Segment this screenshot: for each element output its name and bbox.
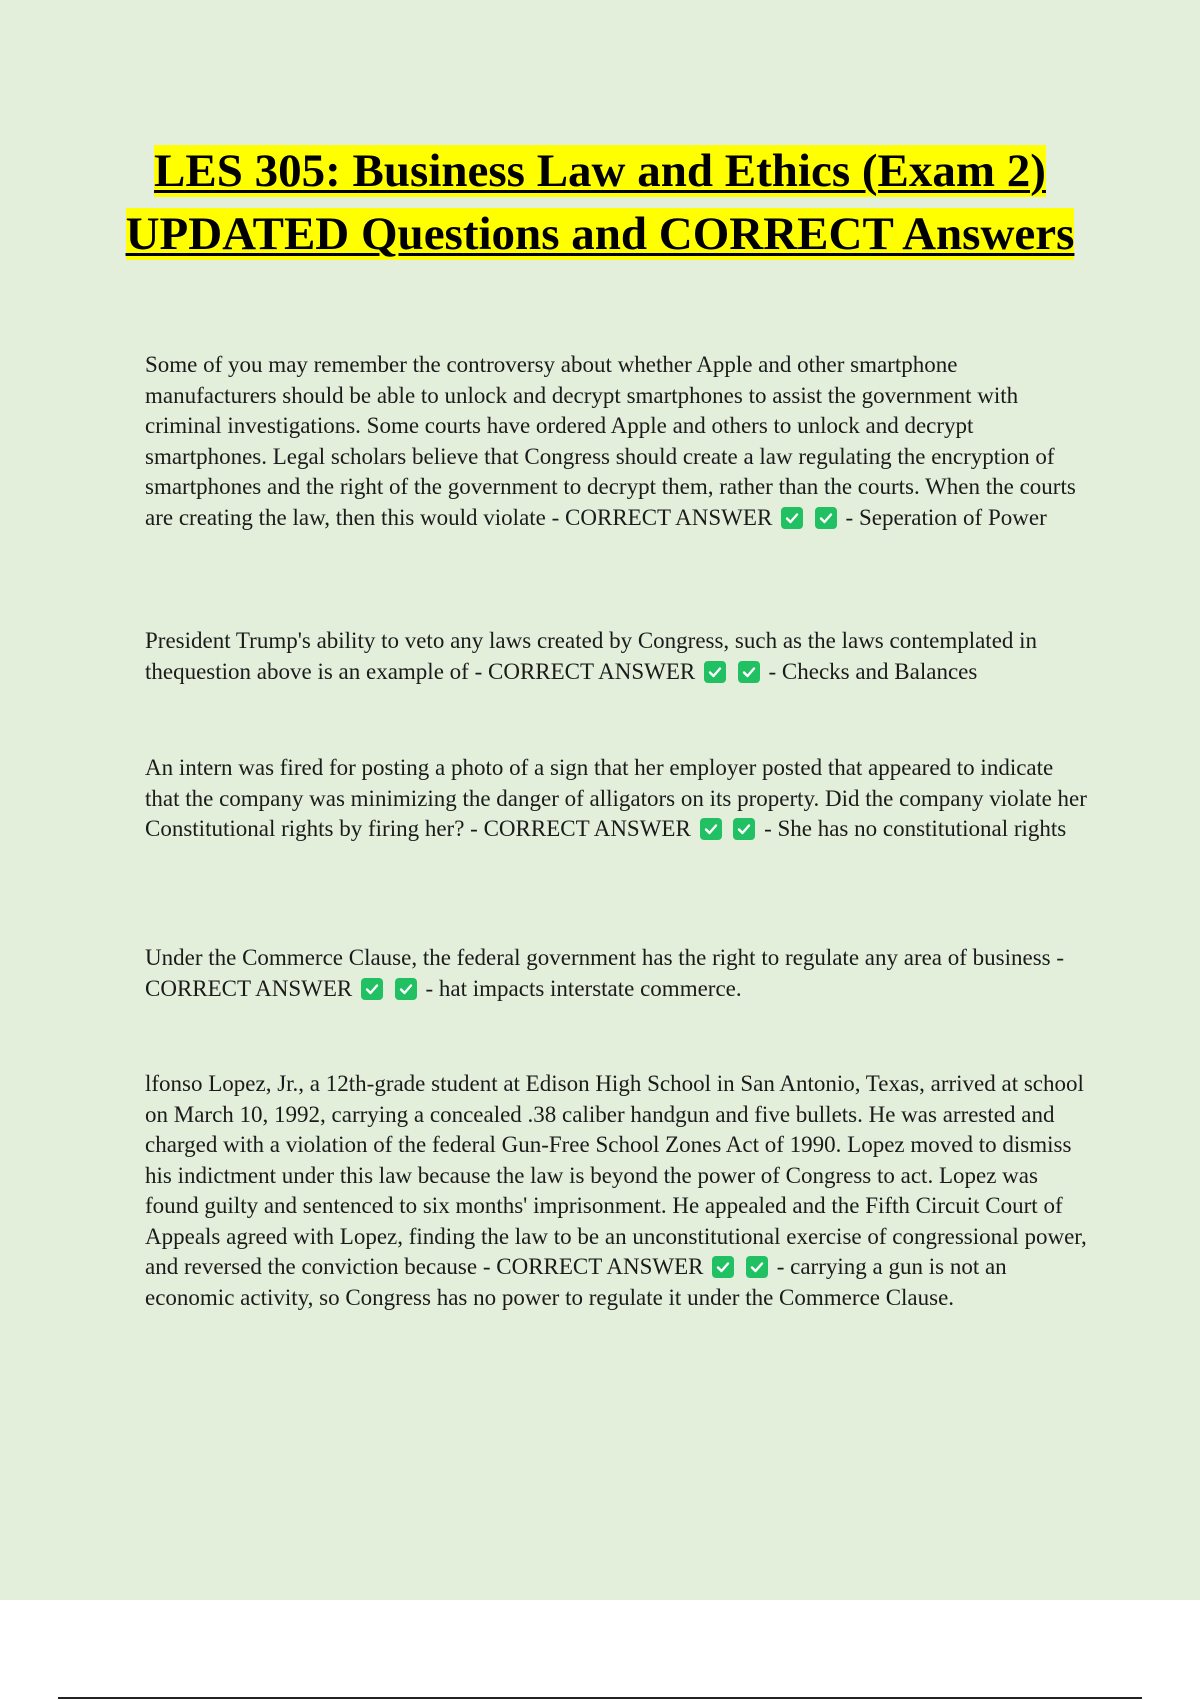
document-title	[100, 140, 1100, 266]
check-icon	[704, 661, 726, 683]
footer-rule	[58, 1697, 1142, 1699]
qa-item-4	[145, 943, 1090, 1004]
answer-text: - hat impacts interstate commerce.	[425, 975, 742, 1001]
answer-marker: - CORRECT ANSWER	[145, 945, 1065, 1001]
check-icon	[733, 818, 755, 840]
check-icon	[700, 818, 722, 840]
question-text: An intern was fired for posting a photo of a sign that her employer posted that appeared to indicate that the company was minimizing the danger of alligators on its property. Did the company violate her Constitutional rights by firing her?	[145, 755, 1087, 841]
qa-item-3	[145, 753, 1090, 845]
check-icon	[815, 507, 837, 529]
check-icon	[781, 507, 803, 529]
answer-marker: - CORRECT ANSWER	[470, 816, 691, 841]
title-text: LES 305: Business Law and Ethics (Exam 2) UPDATED Questions and CORRECT Answers	[125, 145, 1075, 260]
answer-text: - Seperation of Power	[845, 504, 1047, 530]
question-text: lfonso Lopez, Jr., a 12th-grade student at Edison High School in San Antonio, Texas, arrived at school on March 10, 1992, carrying a concealed .38 caliber handgun and five bullets. He was arrested and charged with a violation of the federal Gun-Free School Zones Act of 1990. Lopez moved to dismiss his indictment under this law because the law is beyond the power of Congress to act. Lopez was found guilty and sentenced to six months' imprisonment. He appealed and the Fifth Circuit Court of Appeals agreed with Lopez, finding the law to be an unconstitutional exercise of congressional power, and reversed the conviction because	[145, 1071, 1087, 1279]
question-text: President Trump's ability to veto any laws created by Congress, such as the laws contemplated in thequestion above is an example of	[145, 628, 1038, 684]
check-icon	[395, 978, 417, 1000]
qa-item-2	[145, 626, 1090, 687]
qa-item-5	[145, 1069, 1090, 1313]
check-icon	[361, 978, 383, 1000]
answer-marker: - CORRECT ANSWER	[551, 504, 773, 530]
check-icon	[738, 661, 760, 683]
check-icon	[746, 1256, 768, 1278]
answer-text: - Checks and Balances	[768, 658, 978, 684]
check-icon	[712, 1256, 734, 1278]
question-text: Some of you may remember the controversy about whether Apple and other smartphone manufacturers should be able to unlock and decrypt smartphones to assist the government with criminal investigations. Some courts have ordered Apple and others to unlock and decrypt smartphones. Legal scholars believe that Congress should create a law regulating the encryption of smartphones and the right of the government to decrypt them, rather than the courts. When the courts are creating the law, then this would violate	[145, 352, 1076, 530]
answer-text: - carrying a gun is not an economic activity, so Congress has no power to regulate it under the Commerce Clause.	[145, 1254, 1007, 1310]
answer-marker: - CORRECT ANSWER	[474, 658, 696, 684]
answer-text: - She has no constitutional rights	[764, 816, 1067, 841]
answer-marker: - CORRECT ANSWER	[482, 1254, 704, 1279]
question-text: Under the Commerce Clause, the federal government has the right to regulate any area of business	[145, 945, 1051, 970]
qa-item-1	[145, 350, 1090, 533]
